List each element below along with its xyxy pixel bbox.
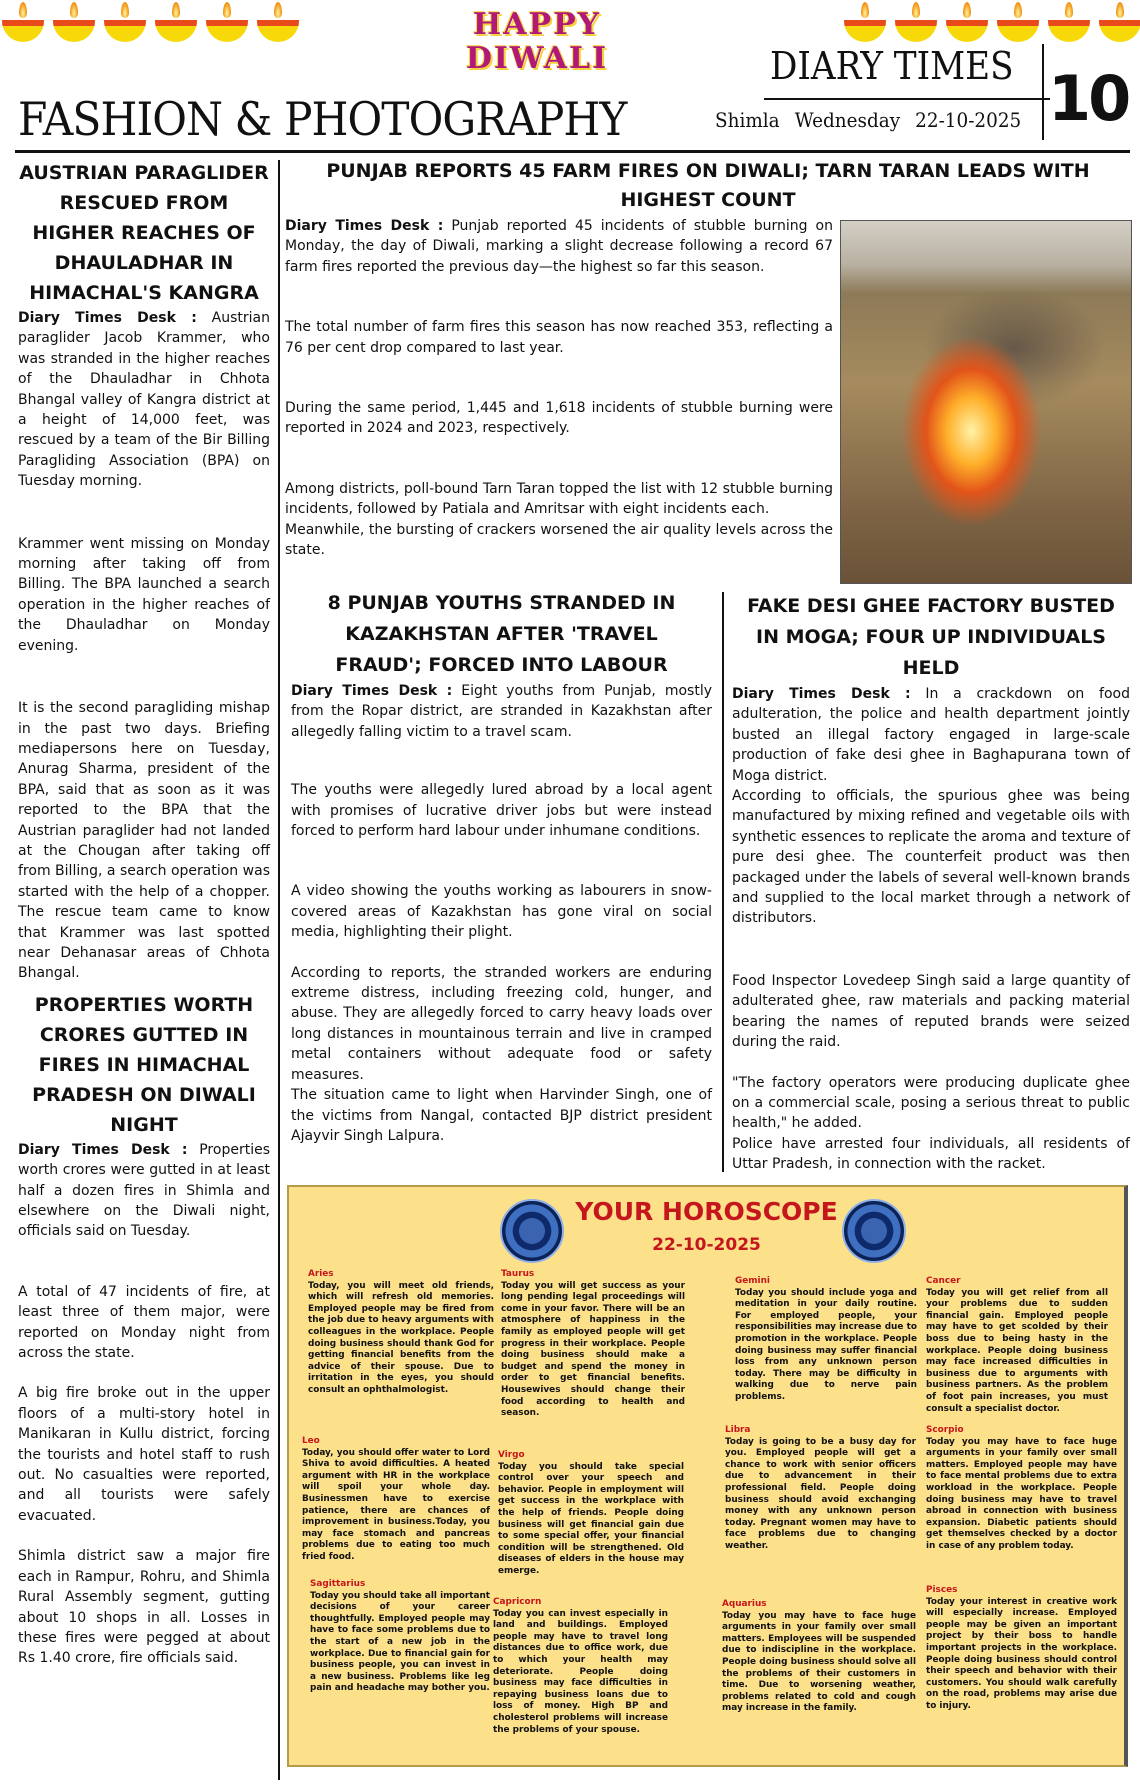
- headline-youths: 8 PUNJAB YOUTHS STRANDED IN KAZAKHSTAN AFTER 'TRAVEL FRAUD'; FORCED INTO LABOUR: [327, 592, 676, 676]
- city: Shimla: [715, 108, 780, 132]
- sign-sagittarius: Sagittarius Today you should take all important decisions of your career thoughtfully. Employed people may have to face some problems due to the start of a new job in the workplace. Due to financial gain for business people, you can invest in a new business. Problems like leg pain and headache may bother you.: [310, 1579, 490, 1694]
- article-paragraph: "The factory operators were producing duplicate ghee on a commercial scale, posing a serious threat to public health," he added.: [732, 1074, 1130, 1132]
- sign-gemini: Gemini Today you should include yoga and meditation in your daily routine. For employed people, your responsibilities may increase due to promotion in the workplace. People doing business may suffer financial loss from any unknown person today. There may be difficulty in walking due to nerve pain problems.: [735, 1276, 917, 1402]
- article-paragraph: The situation came to light when Harvinder Singh, one of the victims from Nangal, contacted BJP district president Ajayvir Singh Lalpura.: [291, 1087, 712, 1144]
- diya-icon: [1097, 2, 1140, 44]
- sign-aries: Aries Today, you will meet old friends, which will refresh old memories. Employed people may be fired from the job due to heavy arguments with colleagues in the workplace. People doing business should thank God for getting financial benefits from the advice of their spouse. Due to irritation in the eyes, you should consult an ophthalmologist.: [308, 1269, 494, 1395]
- headline-ghee: FAKE DESI GHEE FACTORY BUSTED IN MOGA; FOUR UP INDIVIDUALS HELD: [747, 595, 1115, 679]
- article-paragraph: During the same period, 1,445 and 1,618 incidents of stubble burning were reported in 2024 and 2023, respectively.: [285, 400, 833, 437]
- article-paragraph: A total of 47 incidents of fire, at least three of them major, were reported on Monday night from across the state.: [18, 1283, 270, 1362]
- day: Wednesday: [794, 108, 901, 132]
- article-paragraph: The total number of farm fires this season has now reached 353, reflecting a 76 per cent drop compared to last year.: [285, 319, 833, 356]
- page-number: 10: [1048, 62, 1129, 135]
- article-paragraph: A big fire broke out in the upper floors of a multi-story hotel in Manikaran in Kullu district, forcing the tourists and hotel staff to rush out. No casualties were reported, and all tourists were safely evacuated.: [18, 1385, 270, 1524]
- article-paragraph: It is the second paragliding mishap in the past two days. Briefing mediapersons here on Tuesday, Anurag Sharma, president of the BPA, said that as soon as it was reported to the BPA that the Austrian paraglider had not landed at the Chougan after taking off from Billing, a search operation was started with the help of a chopper. The rescue team came to know that Krammer was last spotted near Dehanasar areas of Chhota Bhangal.: [18, 700, 270, 982]
- article-paragraph: Among districts, poll-bound Tarn Taran topped the list with 12 stubble burning incidents, followed by Patiala and Amritsar with eight incidents each.: [285, 480, 833, 518]
- diya-icon: [51, 2, 97, 44]
- header-rule: [15, 150, 1130, 153]
- sign-aquarius: Aquarius Today you may have to face huge arguments in your family over small matters. Employees will be suspended due to indiscipline in the workplace. People doing business should solve all the problems of their customers in time. Due to worsening weather, problems related to cold and cough may increase in the family.: [722, 1599, 916, 1714]
- newspaper-name: DIARY TIMES: [770, 44, 1014, 88]
- sign-scorpio: Scorpio Today you may have to face huge arguments in your family over small matters. Employed people may have to face mental problems due to extra workload in the workplace. People doing business may have to travel abroad in connection with business expansion. Diabetic patients should get themselves checked by a doctor in case of any problem today.: [926, 1425, 1117, 1551]
- sign-capricorn: Capricorn Today you can invest especially in land and buildings. Employed people may have to travel long distances due to office work, due to which your health may deteriorate. People doing business may face difficulties in repaying business loans due to loss of money. High BP and cholesterol problems will increase the problems of your spouse.: [493, 1597, 668, 1735]
- ghee-article: [732, 591, 1130, 1175]
- article-paragraph: A video showing the youths working as labourers in snow-covered areas of Kazakhstan has gone viral on social media, highlighting their plight.: [291, 883, 712, 941]
- column-divider: [278, 160, 280, 1780]
- article-paragraph: Food Inspector Lovedeep Singh said a large quantity of adulterated ghee, raw materials and packing material bearing the names of reputed brands were seized during the raid.: [732, 972, 1130, 1051]
- diya-icon: [842, 2, 888, 44]
- article-paragraph: The youths were allegedly lured abroad by a local agent with promises of lucrative driver jobs but were instead forced to perform hard labour under inhumane conditions.: [291, 782, 712, 840]
- article-paragraph: Diary Times Desk : Eight youths from Punjab, mostly from the Ropar district, are stranded in Kazakhstan after allegedly falling victim to a travel scam.: [291, 683, 712, 740]
- section-title: FASHION & PHOTOGRAPHY: [18, 92, 627, 146]
- left-column: [18, 158, 270, 1669]
- article-paragraph: Diary Times Desk : Properties worth crores were gutted in at least half a dozen fires in Shimla and elsewhere on the Diwali night, officials said on Tuesday.: [18, 1141, 270, 1240]
- happy-diwali-logo: HAPPY DIWALI: [465, 7, 609, 76]
- farm-fire-photo: [840, 220, 1132, 584]
- divider: [1042, 44, 1044, 140]
- headline-farm-fires: PUNJAB REPORTS 45 FARM FIRES ON DIWALI; TARN TARAN LEADS WITH HIGHEST COUNT: [326, 160, 1090, 211]
- diya-icon: [0, 2, 46, 44]
- article-paragraph: Diary Times Desk : In a crackdown on food adulteration, the police and health department jointly busted an illegal factory engaged in large-scale production of fake desi ghee in Baghapurana town of Moga district.: [732, 686, 1130, 784]
- article-paragraph: According to reports, the stranded workers are enduring extreme distress, including freezing cold, hunger, and abuse. They are allegedly forced to carry heavy loads over long distances in mountainous terrain and live in cramped metal containers without adequate food or safety measures.: [291, 964, 712, 1083]
- article-paragraph: Diary Times Desk : Austrian paraglider Jacob Krammer, who was stranded in the higher reaches of the Dhauladhar in Chhota Bhangal valley of Kangra district at a height of 14,000 feet, was rescued by a team of the Bir Billing Paragliding Association (BPA) on Tuesday morning.: [18, 310, 270, 490]
- dateline: [715, 108, 1021, 132]
- diya-icon: [1046, 2, 1092, 44]
- diya-icon: [153, 2, 199, 44]
- headline-fires: PROPERTIES WORTH CRORES GUTTED IN FIRES IN HIMACHAL PRADESH ON DIWALI NIGHT: [32, 993, 256, 1136]
- article-paragraph: Diary Times Desk : Punjab reported 45 incidents of stubble burning on Monday, the day of Diwali, marking a slight decrease following a record 67 farm fires reported the previous day—the highest so far this season.: [285, 218, 833, 275]
- youths-article: [291, 588, 712, 1146]
- diya-icon: [893, 2, 939, 44]
- horoscope-title: YOUR HOROSCOPE: [575, 1197, 838, 1226]
- article-paragraph: Krammer went missing on Monday morning after taking off from Billing. The BPA launched a search operation in the higher reaches of the Dhauladhar on Monday evening.: [18, 535, 270, 654]
- date: 22-10-2025: [915, 108, 1022, 132]
- diya-icon: [102, 2, 148, 44]
- column-divider: [722, 592, 724, 1172]
- article-paragraph: According to officials, the spurious ghee was being manufactured by mixing refined and vegetable oils with synthetic essences to replicate the aroma and texture of pure desi ghee. The counterfeit product was then packaged under the labels of several well-known brands and supplied to the local market through a network of distributors.: [732, 788, 1130, 927]
- diya-icon: [995, 2, 1041, 44]
- sign-libra: Libra Today is going to be a busy day for you. Employed people will get a chance to work with senior officers due to advancement in their professional field. People doing business should avoid exchanging money with any unknown person today. Pregnant women may have to face problems due to changing weather.: [725, 1425, 916, 1551]
- headline-paraglider: AUSTRIAN PARAGLIDER RESCUED FROM HIGHER REACHES OF DHAULADHAR IN HIMACHAL'S KANGRA: [19, 162, 269, 304]
- sign-cancer: Cancer Today you will get relief from all your problems due to sudden financial gain. Employed people may have to get scolded by their boss due to being hasty in the workplace. People doing business may face increased difficulties in business due to arguments with business partners. As the problem of foot pain increases, you must consult a specialist doctor.: [926, 1276, 1108, 1414]
- article-paragraph: Police have arrested four individuals, all residents of Uttar Pradesh, in connection with the racket.: [732, 1135, 1130, 1173]
- horoscope-date: 22-10-2025: [652, 1235, 761, 1255]
- diya-icon: [255, 2, 301, 44]
- article-paragraph: Meanwhile, the bursting of crackers worsened the air quality levels across the state.: [285, 521, 833, 559]
- sign-virgo: Virgo Today you should take special control over your speech and behavior. People in employment will get success in the workplace with the help of friends. People doing business will get financial gain due to some special offer, your financial condition will be strengthened. Old diseases of elders in the house may emerge.: [498, 1450, 684, 1576]
- sign-pisces: Pisces Today your interest in creative work will especially increase. Employed people may be given an important project by their boss to handle important projects in the workplace. People doing business should control their speech and behavior with their customers. You should walk carefully on the road, problems may arise due to injury.: [926, 1585, 1117, 1711]
- divider: [764, 98, 1050, 100]
- diya-decoration-left: [0, 2, 301, 44]
- diya-icon: [204, 2, 250, 44]
- sign-taurus: Taurus Today you will get success as your long pending legal proceedings will come in your favor. There will be an atmosphere of happiness in the family as employed people will get progress in their workplace. People doing business should make a budget and spend the money in order to get financial benefits. Housewives should change their food according to health and season.: [501, 1269, 685, 1419]
- article-paragraph: Shimla district saw a major fire each in Rampur, Rohru, and Shimla Rural Assembly segment, gutting about 10 shops in all. Losses in these fires were pegged at about Rs 1.40 crore, fire officials said.: [18, 1548, 270, 1667]
- farm-fires-article: [285, 216, 833, 560]
- diya-icon: [944, 2, 990, 44]
- sign-leo: Leo Today, you should offer water to Lord Shiva to avoid difficulties. A heated argument with HR in the workplace will spoil your whole day. Businessmen have to exercise patience, there are chances of improvement in business.Today, you may face stomach and pancreas problems due to eating too much fried food.: [302, 1436, 490, 1562]
- diya-decoration-right: [842, 2, 1140, 44]
- horoscope-panel: [287, 1185, 1128, 1767]
